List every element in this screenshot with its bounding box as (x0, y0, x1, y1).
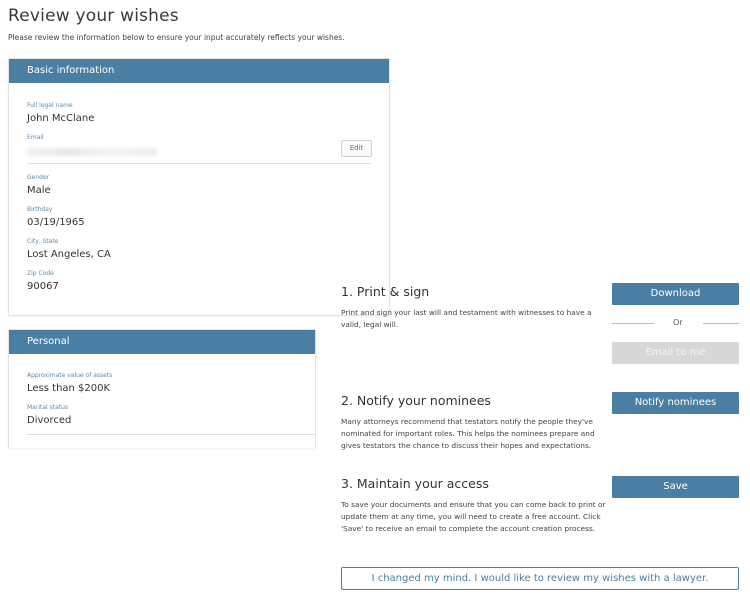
full-name-label: Full legal name (27, 102, 73, 109)
assets-value: Less than $200K (27, 383, 111, 394)
city-field (27, 238, 111, 260)
section-divider (27, 163, 371, 164)
zip-label: Zip Code (27, 270, 54, 277)
birthday-field (27, 206, 85, 228)
gender-value: Male (27, 185, 51, 196)
step-notify-text: Many attorneys recommend that testators notify the people they've nominated for important roles. This helps the nominees prepare and gives testators the chance to discuss their hopes and expectations. (341, 417, 595, 450)
email-field (27, 134, 157, 156)
full-name-value: John McClane (27, 113, 95, 124)
email-value-redacted (27, 148, 157, 156)
basic-info-card (8, 58, 390, 316)
city-value: Lost Angeles, CA (27, 249, 111, 260)
section-divider (27, 434, 315, 435)
notify-nominees-button[interactable]: Notify nominees (612, 392, 739, 414)
birthday-label: Birthday (27, 206, 53, 213)
step-maintain-text: To save your documents and ensure that you can come back to print or update them at any time, you will need to create a free account. Click 'Save' to receive an email to complete the account creation process. (341, 500, 606, 533)
assets-field (27, 372, 112, 394)
personal-header: Personal (9, 330, 315, 354)
edit-button[interactable]: Edit (341, 140, 372, 157)
gender-field (27, 174, 51, 196)
or-divider-left (612, 323, 654, 324)
marital-field (27, 404, 71, 426)
page-title: Review your wishes (8, 6, 179, 26)
zip-value: 90067 (27, 281, 59, 292)
assets-label: Approximate value of assets (27, 372, 113, 379)
full-name-field (27, 102, 94, 124)
marital-value: Divorced (27, 415, 72, 426)
step-notify-title: 2. Notify your nominees (341, 393, 491, 408)
or-label: Or (673, 318, 683, 327)
step-maintain-title: 3. Maintain your access (341, 476, 489, 491)
email-to-me-button[interactable]: Email to me (612, 342, 739, 364)
save-button[interactable]: Save (612, 476, 739, 498)
marital-label: Marital status (27, 404, 69, 411)
page-subtitle: Please review the information below to ensure your input accurately reflects your wishes. (8, 33, 345, 42)
or-divider-right (703, 323, 739, 324)
step-print-sign-title: 1. Print & sign (341, 284, 430, 299)
review-with-lawyer-button[interactable]: I changed my mind. I would like to review my wishes with a lawyer. (341, 567, 739, 590)
gender-label: Gender (27, 174, 50, 181)
personal-card (8, 329, 316, 448)
step-print-sign-text: Print and sign your last will and testament with witnesses to have a valid, legal will. (341, 308, 592, 329)
birthday-value: 03/19/1965 (27, 217, 85, 228)
zip-field (27, 270, 59, 292)
download-button[interactable]: Download (612, 283, 739, 305)
city-label: City, State (27, 238, 59, 245)
basic-info-header: Basic information (9, 59, 389, 83)
email-label: Email (27, 134, 44, 141)
